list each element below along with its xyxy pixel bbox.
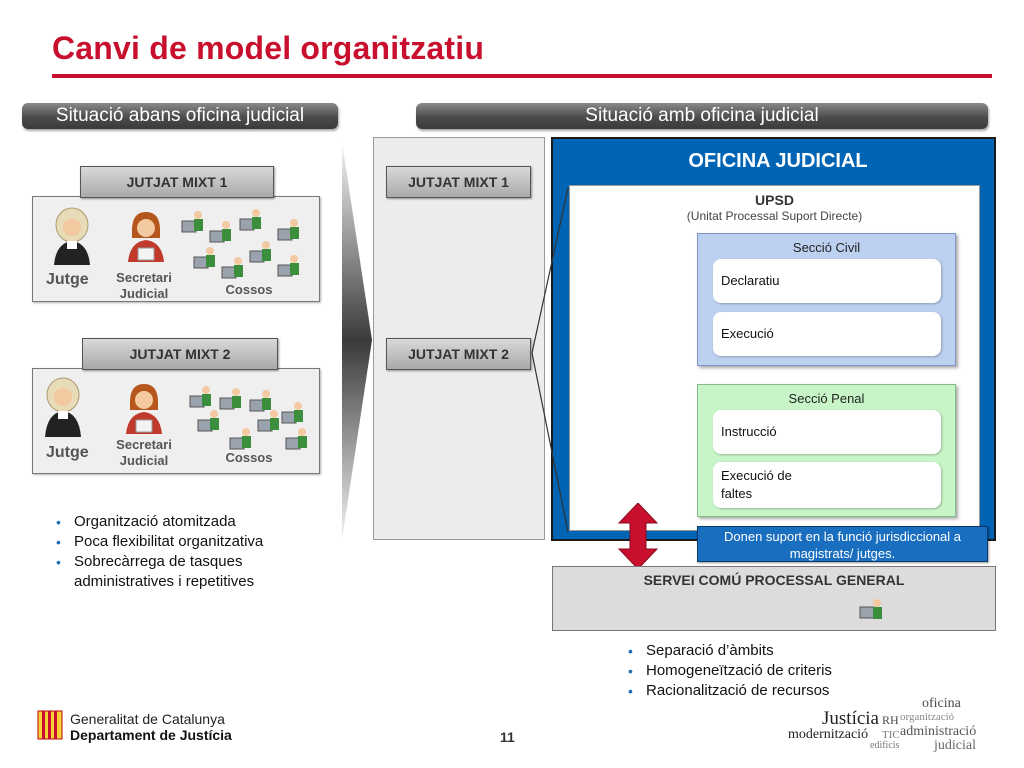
seccio-penal-title: Secció Penal (788, 391, 865, 406)
list-item: • Separació d’àmbits (626, 641, 926, 661)
left-bullet-list (54, 512, 334, 592)
connector-lines (530, 180, 580, 540)
list-item: • Poca flexibilitat organitzativa (54, 532, 334, 552)
page-title: Canvi de model organitzatiu (52, 30, 485, 66)
list-item: • Homogeneïtzació de criteris (626, 661, 926, 681)
title-underline (52, 74, 992, 78)
double-arrow-icon (617, 503, 659, 569)
left-section-header: Situació abans oficina judicial (22, 103, 338, 129)
court1-cossos: Cossos (225, 282, 273, 297)
workers-icon-group (180, 205, 310, 280)
right-section-header: Situació amb oficina judicial (416, 103, 988, 129)
list-item: administratives i repetitives (74, 573, 255, 590)
worker-icon (182, 211, 203, 232)
word-cloud-logo: oficina Justícia RH organització modernització TIC administració judicial edificis (788, 696, 977, 753)
declaratiu-item: Declaratiu (713, 259, 941, 303)
workers-icon-group (188, 380, 313, 452)
secretary-icon (124, 208, 168, 262)
worker-icon (858, 597, 884, 623)
judge-icon (40, 375, 86, 437)
servei-comu-title: SERVEI COMÚ PROCESSAL GENERAL (643, 572, 905, 588)
list-item: • Sobrecàrrega de tasques (54, 552, 334, 572)
court2-jutge-label: Jutge (46, 444, 89, 461)
right-bullet-list (626, 641, 926, 701)
page-number: 11 (500, 729, 515, 745)
court1-secretari: Secretari Judicial (116, 270, 172, 301)
oficina-judicial-title: OFICINA JUDICIAL (688, 150, 868, 172)
instruccio-item: Instrucció (713, 410, 941, 454)
court2-cossos: Cossos (225, 450, 273, 465)
seccio-civil-title: Secció Civil (792, 240, 861, 255)
upsd-subtitle: (Unitat Processal Suport Directe) (686, 209, 863, 223)
generalitat-logo-icon (37, 710, 63, 740)
upsd-title: UPSD (755, 192, 794, 208)
transition-arrow-icon (340, 140, 374, 542)
list-item: • Organització atomitzada (54, 512, 334, 532)
secretary-icon (122, 380, 166, 434)
support-note: Donen suport en la funció jurisdiccional a magistrats/ jutges. (697, 526, 988, 562)
court1-jutge-label: Jutge (46, 271, 89, 288)
court2-label: JUTJAT MIXT 2 (82, 338, 278, 370)
execucio-faltes-item: Execució de faltes (713, 462, 941, 508)
court1-label: JUTJAT MIXT 1 (80, 166, 274, 198)
judge-icon (50, 205, 94, 265)
court2-secretari: Secretari Judicial (116, 437, 172, 468)
right-court2-label: JUTJAT MIXT 2 (386, 338, 531, 370)
department-name: Departament de Justícia (70, 727, 232, 743)
org-name: Generalitat de Catalunya (70, 711, 225, 727)
right-court1-label: JUTJAT MIXT 1 (386, 166, 531, 198)
list-item: • Racionalització de recursos (626, 681, 926, 701)
worker-icon (190, 386, 211, 407)
execucio-item: Execució (713, 312, 941, 356)
